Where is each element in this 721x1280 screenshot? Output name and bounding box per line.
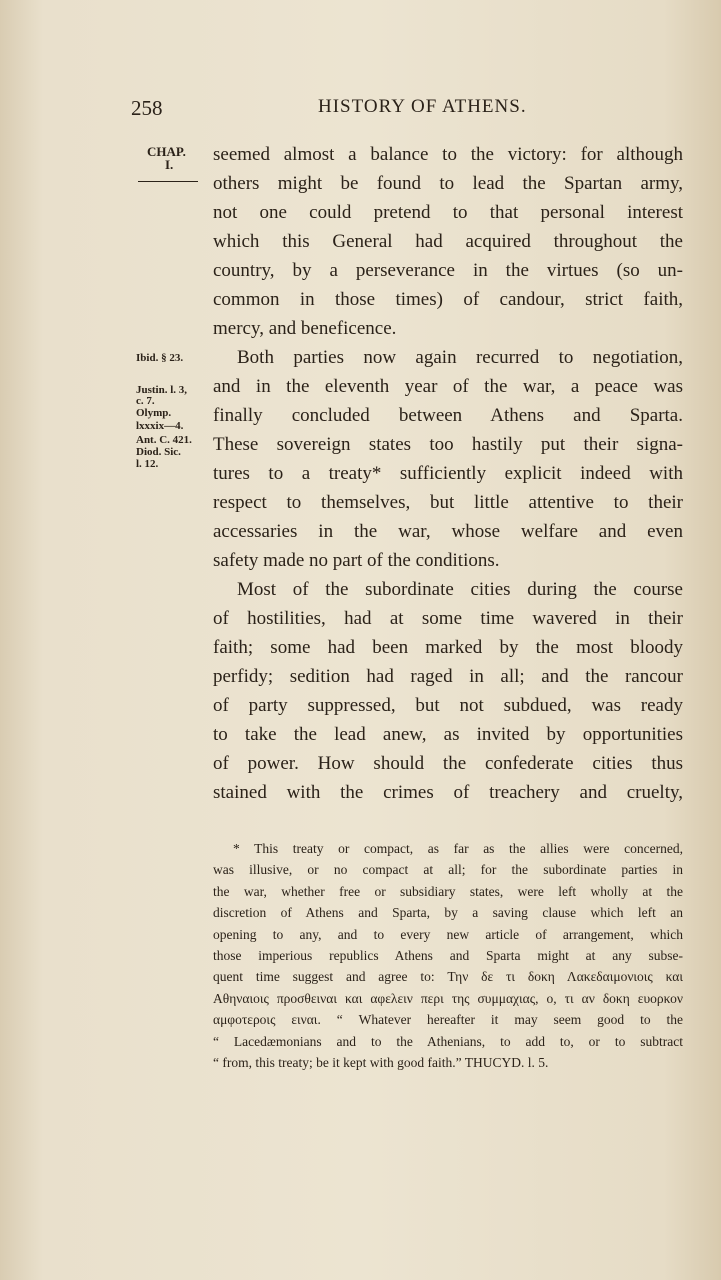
margin-column <box>130 144 210 470</box>
margin-note: Diod. Sic. <box>136 446 181 458</box>
running-head: HISTORY OF ATHENS. <box>318 96 527 117</box>
text-line: of power. How should the confederate cities thus <box>213 753 683 774</box>
footnote-line: opening to any, and to every new article of arrangement, which <box>213 926 683 942</box>
page-number: 258 <box>131 96 163 120</box>
text-line: respect to themselves, but little attentive to their <box>213 492 683 513</box>
footnote-line: * This treaty or compact, as far as the allies were concerned, <box>233 841 683 856</box>
text-line: perfidy; sedition had raged in all; and the rancour <box>213 666 683 687</box>
text-line: not one could pretend to that personal interest <box>213 202 683 223</box>
text-line: tures to a treaty* sufficiently explicit indeed with <box>213 463 683 484</box>
text-line: others might be found to lead the Spartan army, <box>213 173 683 194</box>
footnote-line: the war, whether free or subsidiary states, were left wholly at the <box>213 883 683 899</box>
text-line: which this General had acquired throughout the <box>213 231 683 252</box>
text-line: Most of the subordinate cities during the course <box>237 579 683 600</box>
chapter-rule <box>138 181 198 182</box>
margin-note: l. 12. <box>136 458 159 470</box>
text-line: to take the lead anew, as invited by opportunities <box>213 724 683 745</box>
main-text <box>213 140 683 807</box>
text-line: safety made no part of the conditions. <box>213 550 500 571</box>
text-line: country, by a perseverance in the virtues (so un- <box>213 260 683 281</box>
margin-note: c. 7. <box>136 395 155 407</box>
footnote <box>213 838 683 1073</box>
footnote-line: Αθηναιοις προσθειναι και αφελειν περι της συμμαχιας, ο, τι αν δοκη ευορκον <box>213 990 683 1006</box>
text-line: faith; some had been marked by the most bloody <box>213 637 683 658</box>
text-line: and in the eleventh year of the war, a peace was <box>213 376 683 397</box>
text-line: of party suppressed, but not subdued, was ready <box>213 695 683 716</box>
text-line: mercy, and beneficence. <box>213 318 397 339</box>
footnote-line: “ from, this treaty; be it kept with good faith.” THUCYD. l. 5. <box>213 1054 549 1070</box>
footnote-line: “ Lacedæmonians and to the Athenians, to add to, or to subtract <box>213 1033 683 1049</box>
chapter-label: CHAP. <box>147 144 186 159</box>
text-line: stained with the crimes of treachery and cruelty, <box>213 782 683 803</box>
footnote-line: those imperious republics Athens and Sparta might at any subse- <box>213 947 683 963</box>
margin-note: Ant. C. 421. <box>136 434 192 446</box>
text-line: of hostilities, had at some time wavered in their <box>213 608 683 629</box>
margin-note: Justin. l. 3, <box>136 384 188 396</box>
footnote-line: quent time suggest and agree to: Την δε τι δοκη Λακεδαιμονιοις και <box>213 969 683 985</box>
margin-note: Olymp. <box>136 407 172 419</box>
text-line: common in those times) of candour, strict faith, <box>213 289 683 310</box>
chapter-marker <box>147 145 210 171</box>
footnote-line: αμφοτεροις ειναι. “ Whatever hereafter it may seem good to the <box>213 1012 683 1028</box>
footnote-line: was illusive, or no compact at all; for the subordinate parties in <box>213 862 683 878</box>
footnote-line: discretion of Athens and Sparta, by a saving clause which left an <box>213 905 683 921</box>
chapter-number: I. <box>165 157 174 172</box>
text-line: Both parties now again recurred to negotiation, <box>237 347 683 368</box>
text-line: seemed almost a balance to the victory: for although <box>213 144 683 165</box>
text-line: finally concluded between Athens and Sparta. <box>213 405 683 426</box>
margin-note: lxxxix—4. <box>136 420 184 432</box>
text-line: These sovereign states too hastily put their signa- <box>213 434 683 455</box>
text-line: accessaries in the war, whose welfare and even <box>213 521 683 542</box>
margin-note: Ibid. § 23. <box>136 352 184 364</box>
page-header <box>0 96 721 126</box>
